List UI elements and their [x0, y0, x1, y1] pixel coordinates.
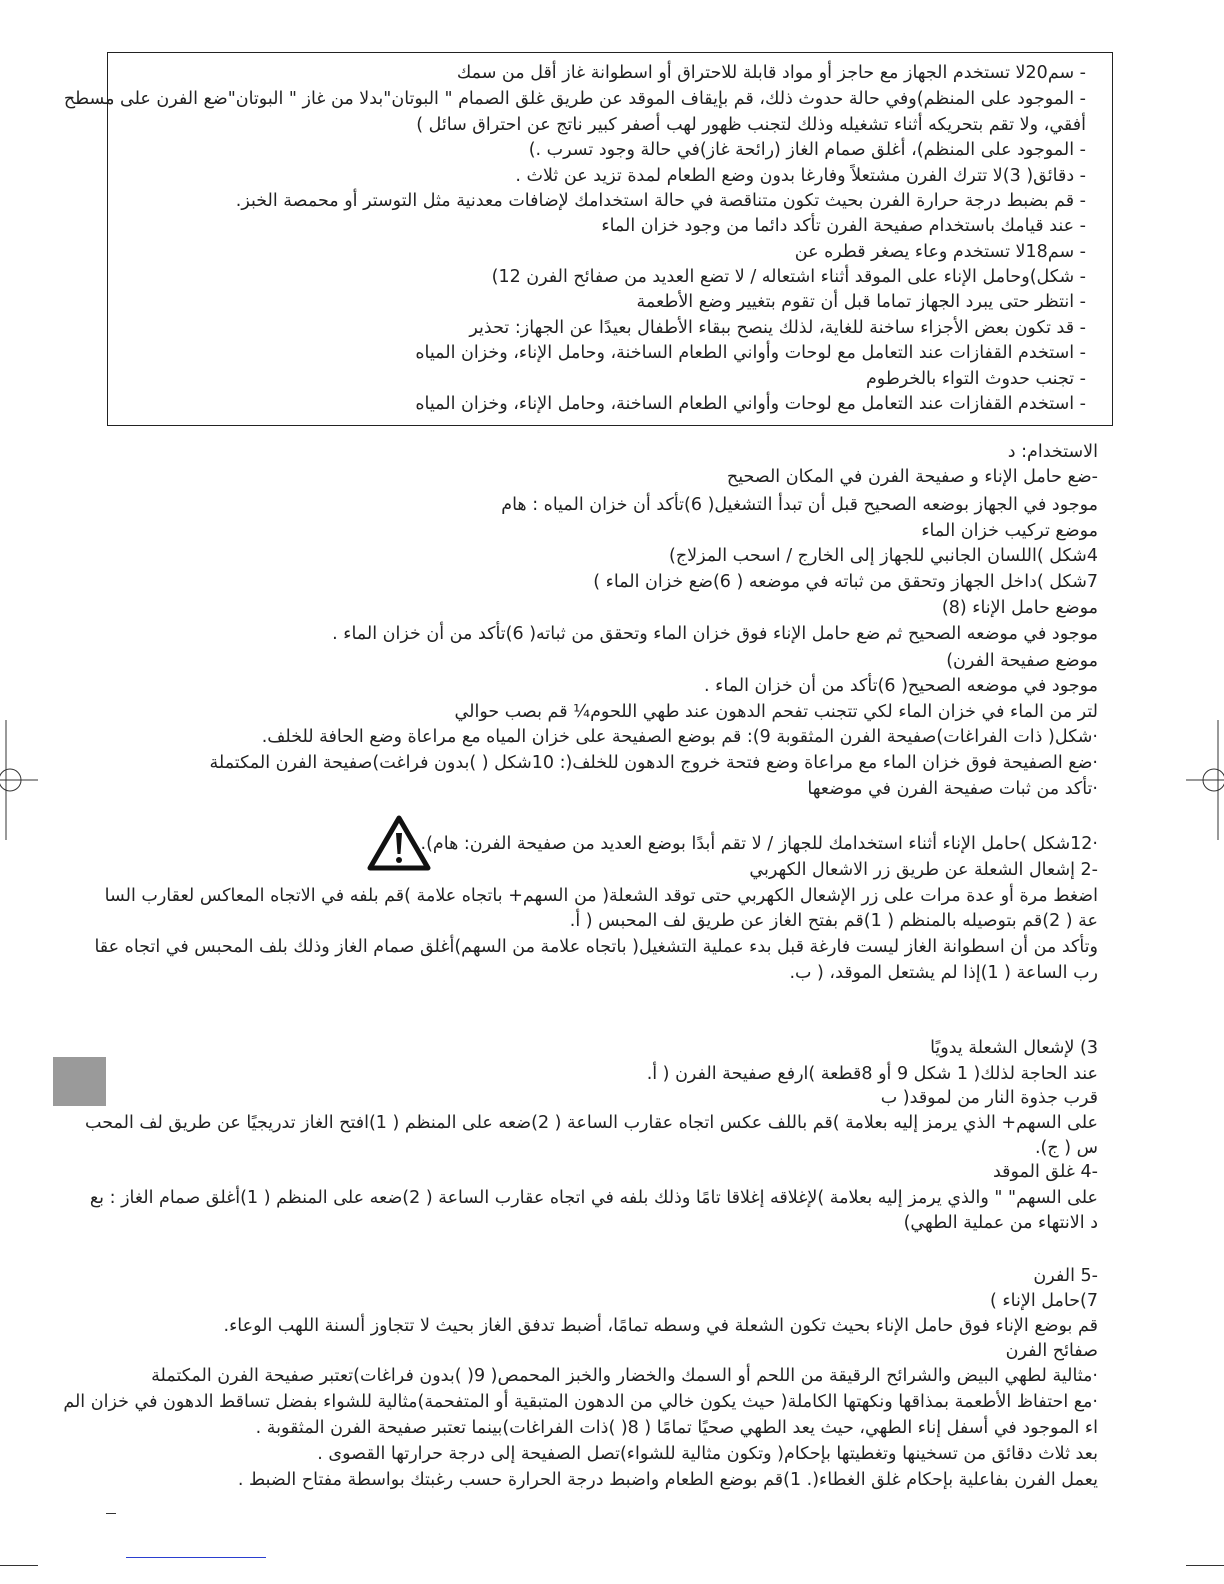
- text-line: على السهم+ الذي يرمز إليه بعلامة )قم باللف عكس اتجاه عقارب الساعة ( 2)ضعه على المنظم ( 1)افتح الغاز تدريجيًا عن طريق لف المحب: [85, 1113, 1098, 1133]
- text-line: 7شكل )داخل الجهاز وتحقق من ثباته في موضعه ( 6)ضع خزان الماء ): [593, 572, 1098, 592]
- page-tab-marker: [53, 1057, 106, 1106]
- warning-line: - سم20لا تستخدم الجهاز مع حاجز أو مواد قابلة للاحتراق أو اسطوانة غاز أقل من سمك: [456, 63, 1086, 83]
- text-line: موجود في موضعه الصحيح( 6)تأكد من أن خزان الماء .: [704, 676, 1098, 696]
- text-line: ·مثالية لطهي البيض والشرائح الرقيقة من اللحم أو السمك والخضار والخبز المحمص( 9( )بدون فراغات)تعتبر صفيحة الفرن المكتملة: [151, 1366, 1098, 1386]
- warning-line: - استخدم القفازات عند التعامل مع لوحات وأواني الطعام الساخنة، وحامل الإناء، وخزان المياه: [415, 394, 1086, 414]
- text-line: رب الساعة ( 1)إذا لم يشتعل الموقد، ( ب.: [789, 963, 1098, 983]
- footer-dash: [106, 1513, 116, 1514]
- text-line: موضع حامل الإناء (8): [941, 598, 1098, 618]
- warnings-box: [63, 52, 1113, 426]
- text-line: ·تأكد من ثبات صفيحة الفرن في موضعها: [807, 779, 1098, 799]
- text-line: على السهم" " والذي يرمز إليه بعلامة )لإغلاقه إغلاقا تامًا وذلك بلفه في اتجاه عقارب الساعة ( 2)ضعه على المنظم ( 1)أغلق صمام الغاز : بع: [89, 1188, 1098, 1208]
- warning-line: - شكل)وحامل الإناء على الموقد أثناء اشتعاله / لا تضع العديد من صفائح الفرن 12): [491, 267, 1086, 287]
- text-line: موضع تركيب خزان الماء: [921, 521, 1098, 541]
- warning-line: أفقي، ولا تقم بتحريكه أثناء تشغيله وذلك لتجنب ظهور لهب أصفر كبير ناتج عن احتراق سائل ): [416, 115, 1086, 135]
- text-line: -5 الفرن: [1033, 1266, 1098, 1286]
- warning-line: - الموجود على المنظم)وفي حالة حدوث ذلك، قم بإيقاف الموقد عن طريق غلق الصمام " البوتان"بدلا من غاز " البوتان"ضع الفرن على مسطح: [63, 89, 1086, 109]
- section-heading-usage: الاستخدام: د: [1007, 442, 1098, 462]
- warning-line: - قم بضبط درجة حرارة الفرن بحيث تكون متناقصة في حالة استخدامك لإضافات معدنية مثل التوستر أو محمصة الخبز.: [235, 191, 1086, 211]
- registration-mark-right: [1184, 720, 1224, 840]
- text-line: موجود في موضعه الصحيح ثم ضع حامل الإناء فوق خزان الماء وتحقق من ثباته( 6)تأكد من أن خزان الماء .: [332, 624, 1098, 644]
- crop-mark-left: [0, 1565, 38, 1566]
- text-line: د الانتهاء من عملية الطهي): [903, 1213, 1098, 1233]
- text-line: اء الموجود في أسفل إناء الطهي، حيث يعد الطهي صحيًا تمامًا ( 8( )ذات الفراغات)بينما تعتبر صفيحة الفرن المثقوبة .: [255, 1418, 1098, 1438]
- text-line: س ( ج).: [1034, 1138, 1098, 1158]
- text-line: قم بوضع الإناء فوق حامل الإناء بحيث تكون الشعلة في وسطه تمامًا، أضبط تدفق الغاز بحيث لا تتجاوز ألسنة اللهب الوعاء.: [223, 1316, 1098, 1336]
- text-line: ·ضع الصفيحة فوق خزان الماء مع مراعاة وضع فتحة خروج الدهون للخلف(: 10شكل ( )بدون فراغت)صفيحة الفرن المكتملة: [209, 753, 1098, 773]
- text-line: موضع صفيحة الفرن): [946, 651, 1098, 671]
- registration-mark-left: [0, 720, 40, 840]
- warning-line: - انتظر حتى يبرد الجهاز تماما قبل أن تقوم بتغيير وضع الأطعمة: [636, 292, 1086, 312]
- text-line: 4شكل )اللسان الجانبي للجهاز إلى الخارج / اسحب المزلاج): [669, 546, 1098, 566]
- text-line: قرب جذوة النار من لموقد( ب: [880, 1088, 1098, 1108]
- warning-line: - سم18لا تستخدم وعاء يصغر قطره عن: [794, 242, 1086, 262]
- warning-line: - عند قيامك باستخدام صفيحة الفرن تأكد دائما من وجود خزان الماء: [601, 216, 1086, 236]
- footer-rule: [126, 1557, 266, 1558]
- text-line: عة ( 2)قم بتوصيله بالمنظم ( 1)قم بفتح الغاز عن طريق لف المحبس ( أ.: [569, 911, 1098, 931]
- text-line: صفائح الفرن: [1005, 1341, 1098, 1361]
- text-line: اضغط مرة أو عدة مرات على زر الإشعال الكهربي حتى توقد الشعلة( من السهم+ باتجاه علامة )قم بلفه في الاتجاه المعاكس لعقارب السا: [104, 886, 1098, 906]
- text-line: يعمل الفرن بفاعلية بإحكام غلق الغطاء(. 1)قم بوضع الطعام واضبط درجة الحرارة حسب رغبتك بواسطة مفتاح الضبط .: [237, 1470, 1098, 1490]
- text-line: ·12شكل )حامل الإناء أثناء استخدامك للجهاز / لا تقم أبدًا بوضع العديد من صفيحة الفرن: هام).: [420, 834, 1098, 854]
- crop-mark-right: [1186, 1565, 1224, 1566]
- warning-line: - استخدم القفازات عند التعامل مع لوحات وأواني الطعام الساخنة، وحامل الإناء، وخزان المياه: [415, 343, 1086, 363]
- warning-line: - الموجود على المنظم)، أغلق صمام الغاز (رائحة غاز)في حالة وجود تسرب .): [528, 140, 1086, 160]
- text-line: 7)حامل الإناء ): [990, 1291, 1098, 1311]
- text-line: عند الحاجة لذلك( 1 شكل 9 أو 8قطعة )ارفع صفيحة الفرن ( أ.: [646, 1064, 1098, 1084]
- text-line: بعد ثلاث دقائق من تسخينها وتغطيتها بإحكام( وتكون مثالية للشواء)تصل الصفيحة إلى درجة حرارتها القصوى .: [317, 1444, 1098, 1464]
- text-line: ·شكل( ذات الفراغات)صفيحة الفرن المثقوبة 9): قم بوضع الصفيحة على خزان المياه مع مراعاة وضع الحافة للخلف.: [261, 727, 1098, 747]
- text-line: ·مع احتفاظ الأطعمة بمذاقها ونكهتها الكاملة( حيث يكون خالي من الدهون المتبقية أو المتفحمة)مثالية للشواء بفضل تساقط الدهون في خزان الم: [63, 1392, 1098, 1412]
- text-line: -2 إشعال الشعلة عن طريق زر الاشعال الكهربي: [749, 860, 1098, 880]
- text-line: 3) لإشعال الشعلة يدويًا: [930, 1038, 1098, 1058]
- text-line: -ضع حامل الإناء و صفيحة الفرن في المكان الصحيح: [726, 467, 1098, 487]
- warning-line: - دقائق( 3)لا تترك الفرن مشتعلاً وفارغا بدون وضع الطعام لمدة تزيد عن ثلاث .: [515, 166, 1086, 186]
- text-line: لتر من الماء في خزان الماء لكي تتجنب تفحم الدهون عند طهي اللحوم¼ قم بصب حوالي: [454, 702, 1098, 722]
- text-line: وتأكد من أن اسطوانة الغاز ليست فارغة قبل بدء عملية التشغيل( باتجاه علامة من السهم)أغلق صمام الغاز وذلك بلف المحبس في اتجاه عقا: [94, 937, 1098, 957]
- warning-line: - قد تكون بعض الأجزاء ساخنة للغاية، لذلك ينصح ببقاء الأطفال بعيدًا عن الجهاز: تحذير: [469, 318, 1086, 338]
- warning-line: - تجنب حدوث التواء بالخرطوم: [865, 369, 1086, 389]
- text-line: موجود في الجهاز بوضعه الصحيح قبل أن تبدأ التشغيل( 6)تأكد أن خزان المياه : هام: [501, 495, 1098, 515]
- text-line: -4 غلق الموقد: [992, 1162, 1098, 1182]
